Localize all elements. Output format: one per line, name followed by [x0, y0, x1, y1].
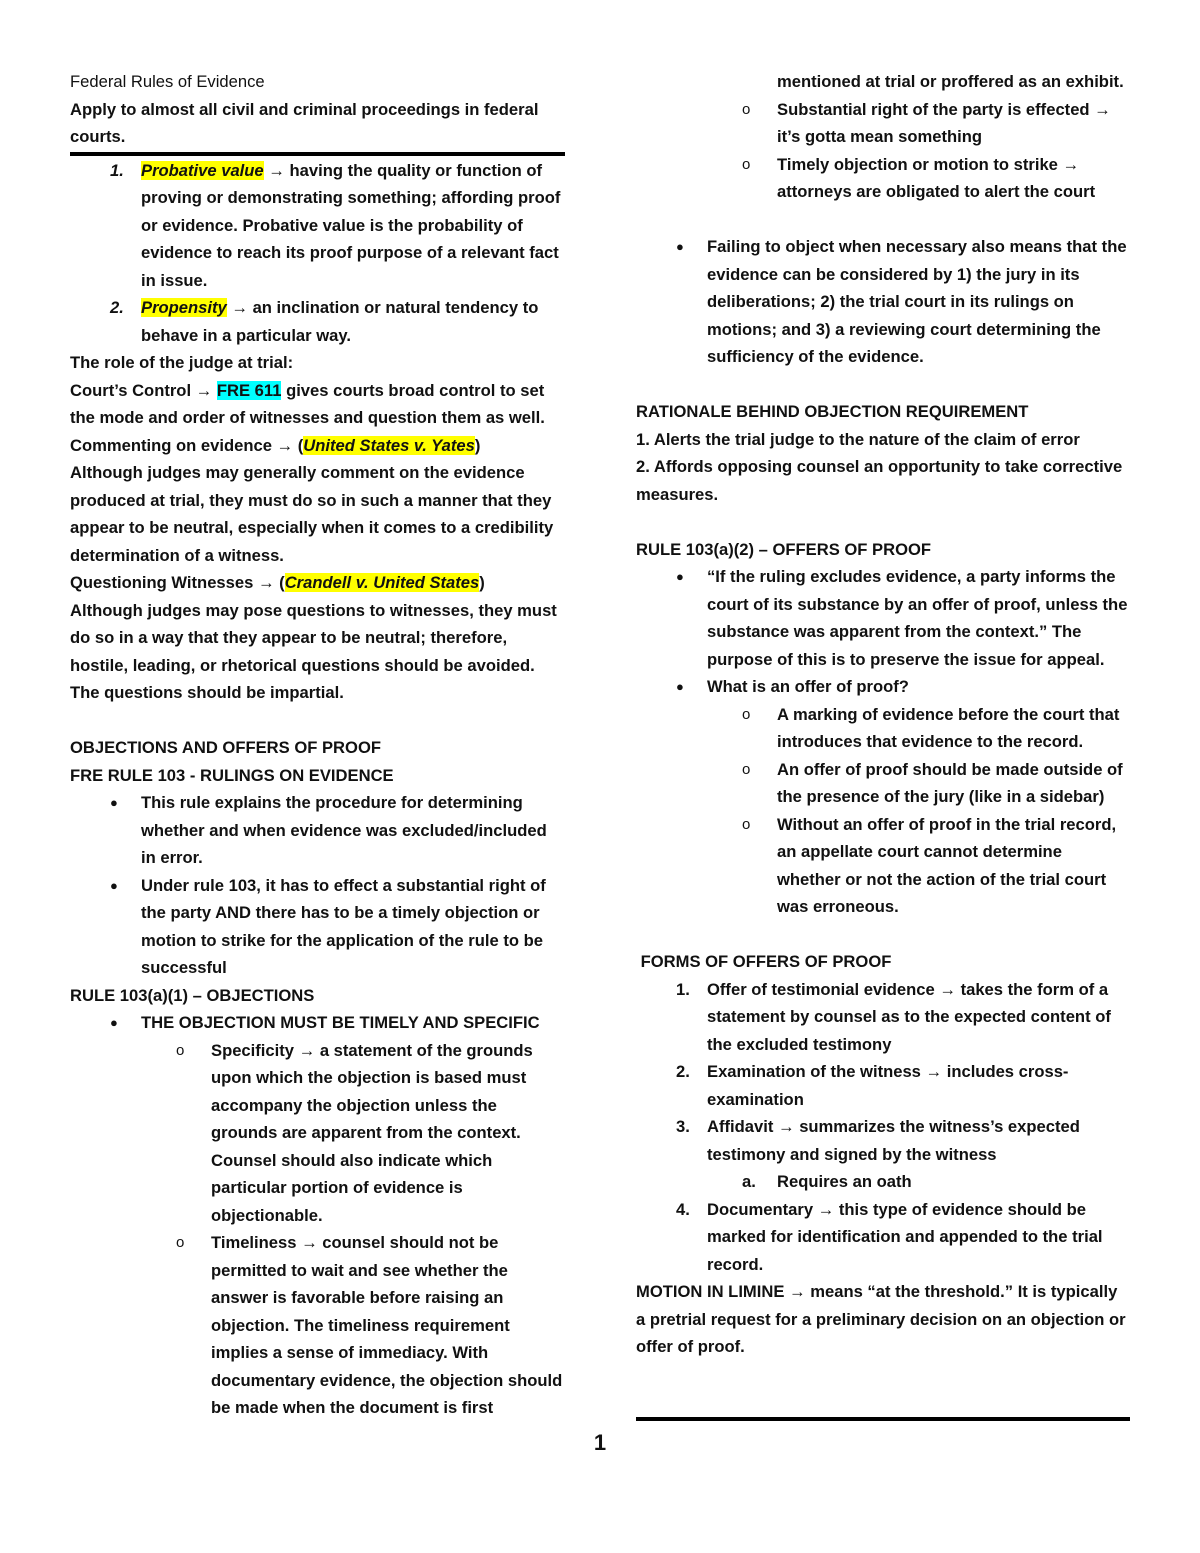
control-text: gives courts broad control to set the mode and order of witnesses and question them as well. — [70, 380, 545, 427]
list-item — [636, 563, 1130, 673]
list-item — [636, 233, 1130, 371]
bullet-icon: ● — [676, 569, 684, 584]
case-yates: United States v. Yates — [303, 435, 475, 455]
sub-bullet-text: Timely objection or motion to strike → attorneys are obligated to alert the court — [777, 154, 1096, 201]
sub-list-item — [636, 756, 1130, 811]
definition-item — [70, 157, 565, 295]
title-divider — [70, 152, 565, 156]
list-item — [70, 1009, 565, 1037]
numbered-text: Affidavit → summarizes the witness’s expected testimony and signed by the witness — [707, 1117, 1080, 1164]
list-item — [70, 789, 565, 872]
rationale-item: 2. Affords opposing counsel an opportunity to take corrective measures. — [636, 457, 1123, 504]
motion-in-limine: MOTION IN LIMINE → means “at the threshold.” It is typically a pretrial request for a preliminary decision on an objection or offer of proof. — [636, 1282, 1126, 1356]
numbered-item — [636, 1196, 1130, 1279]
rationale-heading: RATIONALE BEHIND OBJECTION REQUIREMENT — [636, 402, 1029, 421]
questioning-heading — [70, 569, 565, 597]
fre-611-highlight: FRE 611 — [216, 380, 282, 400]
sub-bullet-text: Without an offer of proof in the trial record, an appellate court cannot determine whether or not the action of the trial court was erroneous. — [777, 814, 1117, 916]
commenting-heading — [70, 432, 565, 460]
bullet-text: THE OBJECTION MUST BE TIMELY AND SPECIFIC — [141, 1013, 540, 1032]
judge-heading: The role of the judge at trial: — [70, 353, 294, 372]
sub-list-item — [636, 701, 1130, 756]
bullet-icon: ● — [110, 877, 118, 893]
bullet-text: What is an offer of proof? — [707, 677, 909, 696]
circle-bullet-icon: o — [742, 100, 751, 118]
list-marker: 1. — [676, 979, 690, 999]
circle-bullet-icon: o — [742, 155, 751, 173]
court-control-paragraph — [70, 377, 565, 432]
objections-heading: OBJECTIONS AND OFFERS OF PROOF — [70, 738, 381, 757]
bullet-text: Failing to object when necessary also means that the evidence can be considered by 1) the jury in its deliberations; 2) the trial court in its rulings on motions; and 3) a reviewing court determining the sufficiency of the evidence. — [707, 237, 1127, 366]
list-marker: 4. — [676, 1199, 690, 1219]
bullet-icon: ● — [110, 795, 118, 810]
questioning-close: ) — [479, 573, 485, 592]
left-column — [70, 68, 565, 1422]
sub-list-item — [636, 811, 1130, 921]
rule-103a2-heading: RULE 103(a)(2) – OFFERS OF PROOF — [636, 539, 932, 559]
sub-list-item — [70, 1037, 565, 1230]
list-marker: 2. — [676, 1062, 690, 1081]
numbered-item — [636, 1113, 1130, 1168]
list-marker: 1. — [110, 160, 124, 180]
sub-item-text: Requires an oath — [777, 1172, 912, 1191]
page-number: 1 — [593, 1430, 607, 1455]
case-crandell: Crandell v. United States — [284, 573, 480, 592]
commenting-text: Although judges may generally comment on the evidence produced at trial, they must do so in such a manner that they appear to be neutral, especially when it comes to a credibility determination of a witness. — [70, 463, 554, 565]
sub-bullet-text: Substantial right of the party is effected → it’s gotta mean something — [777, 99, 1111, 146]
definition-text: → having the quality or function of proving or demonstrating something; affording proof or evidence. Probative value is the probability of evidence to reach its proof purpose of a relevant fact in issue. — [141, 160, 561, 290]
term-propensity: Propensity — [141, 298, 227, 317]
sub-list-item — [636, 1168, 1130, 1196]
list-item — [70, 872, 565, 982]
timeliness-text: Timeliness → counsel should not be permitted to wait and see whether the answer is favorable before raising an objection. The timeliness requirement implies a sense of immediacy. With documentary evidence, the objection should be made when the document is first — [211, 1233, 563, 1417]
circle-bullet-icon: o — [742, 760, 751, 778]
term-probative-value: Probative value — [141, 160, 264, 180]
continuation-span: mentioned at trial or proffered as an exhibit. — [777, 72, 1124, 91]
commenting-close: ) — [474, 435, 481, 455]
control-label: Court’s Control → — [70, 380, 217, 400]
numbered-text: Offer of testimonial evidence → takes the form of a statement by counsel as to the expected content of the excluded testimony — [707, 979, 1111, 1054]
bullet-icon: ● — [110, 1015, 118, 1030]
sub-bullet-text: A marking of evidence before the court that introduces that evidence to the record. — [777, 704, 1120, 751]
sub-list-item — [636, 151, 1130, 206]
rationale-item: 1. Alerts the trial judge to the nature of the claim of error — [636, 429, 1080, 449]
doc-title: Federal Rules of Evidence — [70, 72, 265, 91]
numbered-item — [636, 976, 1130, 1059]
bullet-text: Under rule 103, it has to effect a substantial right of the party AND there has to be a timely objection or motion to strike for the application of the rule to be successful — [141, 875, 546, 977]
bullet-text: “If the ruling excludes evidence, a party informs the court of its substance by an offer of proof, unless the substance was apparent from the context.” The purpose of this is to preserve the issue for appeal. — [707, 567, 1128, 669]
rule-103a1-heading: RULE 103(a)(1) – OBJECTIONS — [70, 985, 315, 1005]
bullet-icon: ● — [676, 239, 684, 254]
list-marker: 3. — [676, 1117, 690, 1136]
circle-bullet-icon: o — [176, 1041, 185, 1059]
list-marker: 2. — [110, 298, 124, 317]
circle-bullet-icon: o — [176, 1234, 185, 1251]
bullet-text: This rule explains the procedure for determining whether and when evidence was excluded/included in error. — [141, 793, 547, 867]
rule-103-heading: FRE RULE 103 - RULINGS ON EVIDENCE — [70, 765, 394, 785]
sub-list-item — [636, 96, 1130, 151]
questioning-label: Questioning Witnesses → ( — [70, 573, 285, 592]
circle-bullet-icon: o — [742, 815, 751, 833]
forms-heading: FORMS OF OFFERS OF PROOF — [636, 952, 892, 971]
circle-bullet-icon: o — [742, 705, 751, 723]
numbered-text: Examination of the witness → includes cross-examination — [707, 1062, 1069, 1109]
specificity-text: Specificity → a statement of the grounds upon which the objection is based must accompany the objection unless the grounds are apparent from the context. Counsel should also indicate which particular portion of evidence is objectionable. — [211, 1040, 533, 1225]
definition-item — [70, 294, 565, 349]
commenting-label: Commenting on evidence → ( — [70, 435, 304, 455]
bottom-divider — [636, 1417, 1130, 1421]
continuation-text — [636, 68, 1130, 96]
questioning-text: Although judges may pose questions to witnesses, they must do so in a way that they appear to be neutral; therefore, hostile, leading, or rhetorical questions should be avoided. The questions should be impartial. — [70, 600, 557, 702]
numbered-item — [636, 1058, 1130, 1113]
intro-text: Apply to almost all civil and criminal proceedings in federal courts. — [70, 99, 539, 146]
bullet-icon: ● — [676, 679, 684, 694]
right-column — [636, 68, 1130, 1361]
sub-list-item — [70, 1229, 565, 1422]
definition-text: → an inclination or natural tendency to behave in a particular way. — [141, 298, 539, 345]
list-item — [636, 673, 1130, 701]
sub-bullet-text: An offer of proof should be made outside of the presence of the jury (like in a sidebar) — [777, 759, 1123, 806]
list-marker: a. — [742, 1172, 756, 1191]
numbered-text: Documentary → this type of evidence should be marked for identification and appended to the trial record. — [707, 1199, 1103, 1274]
